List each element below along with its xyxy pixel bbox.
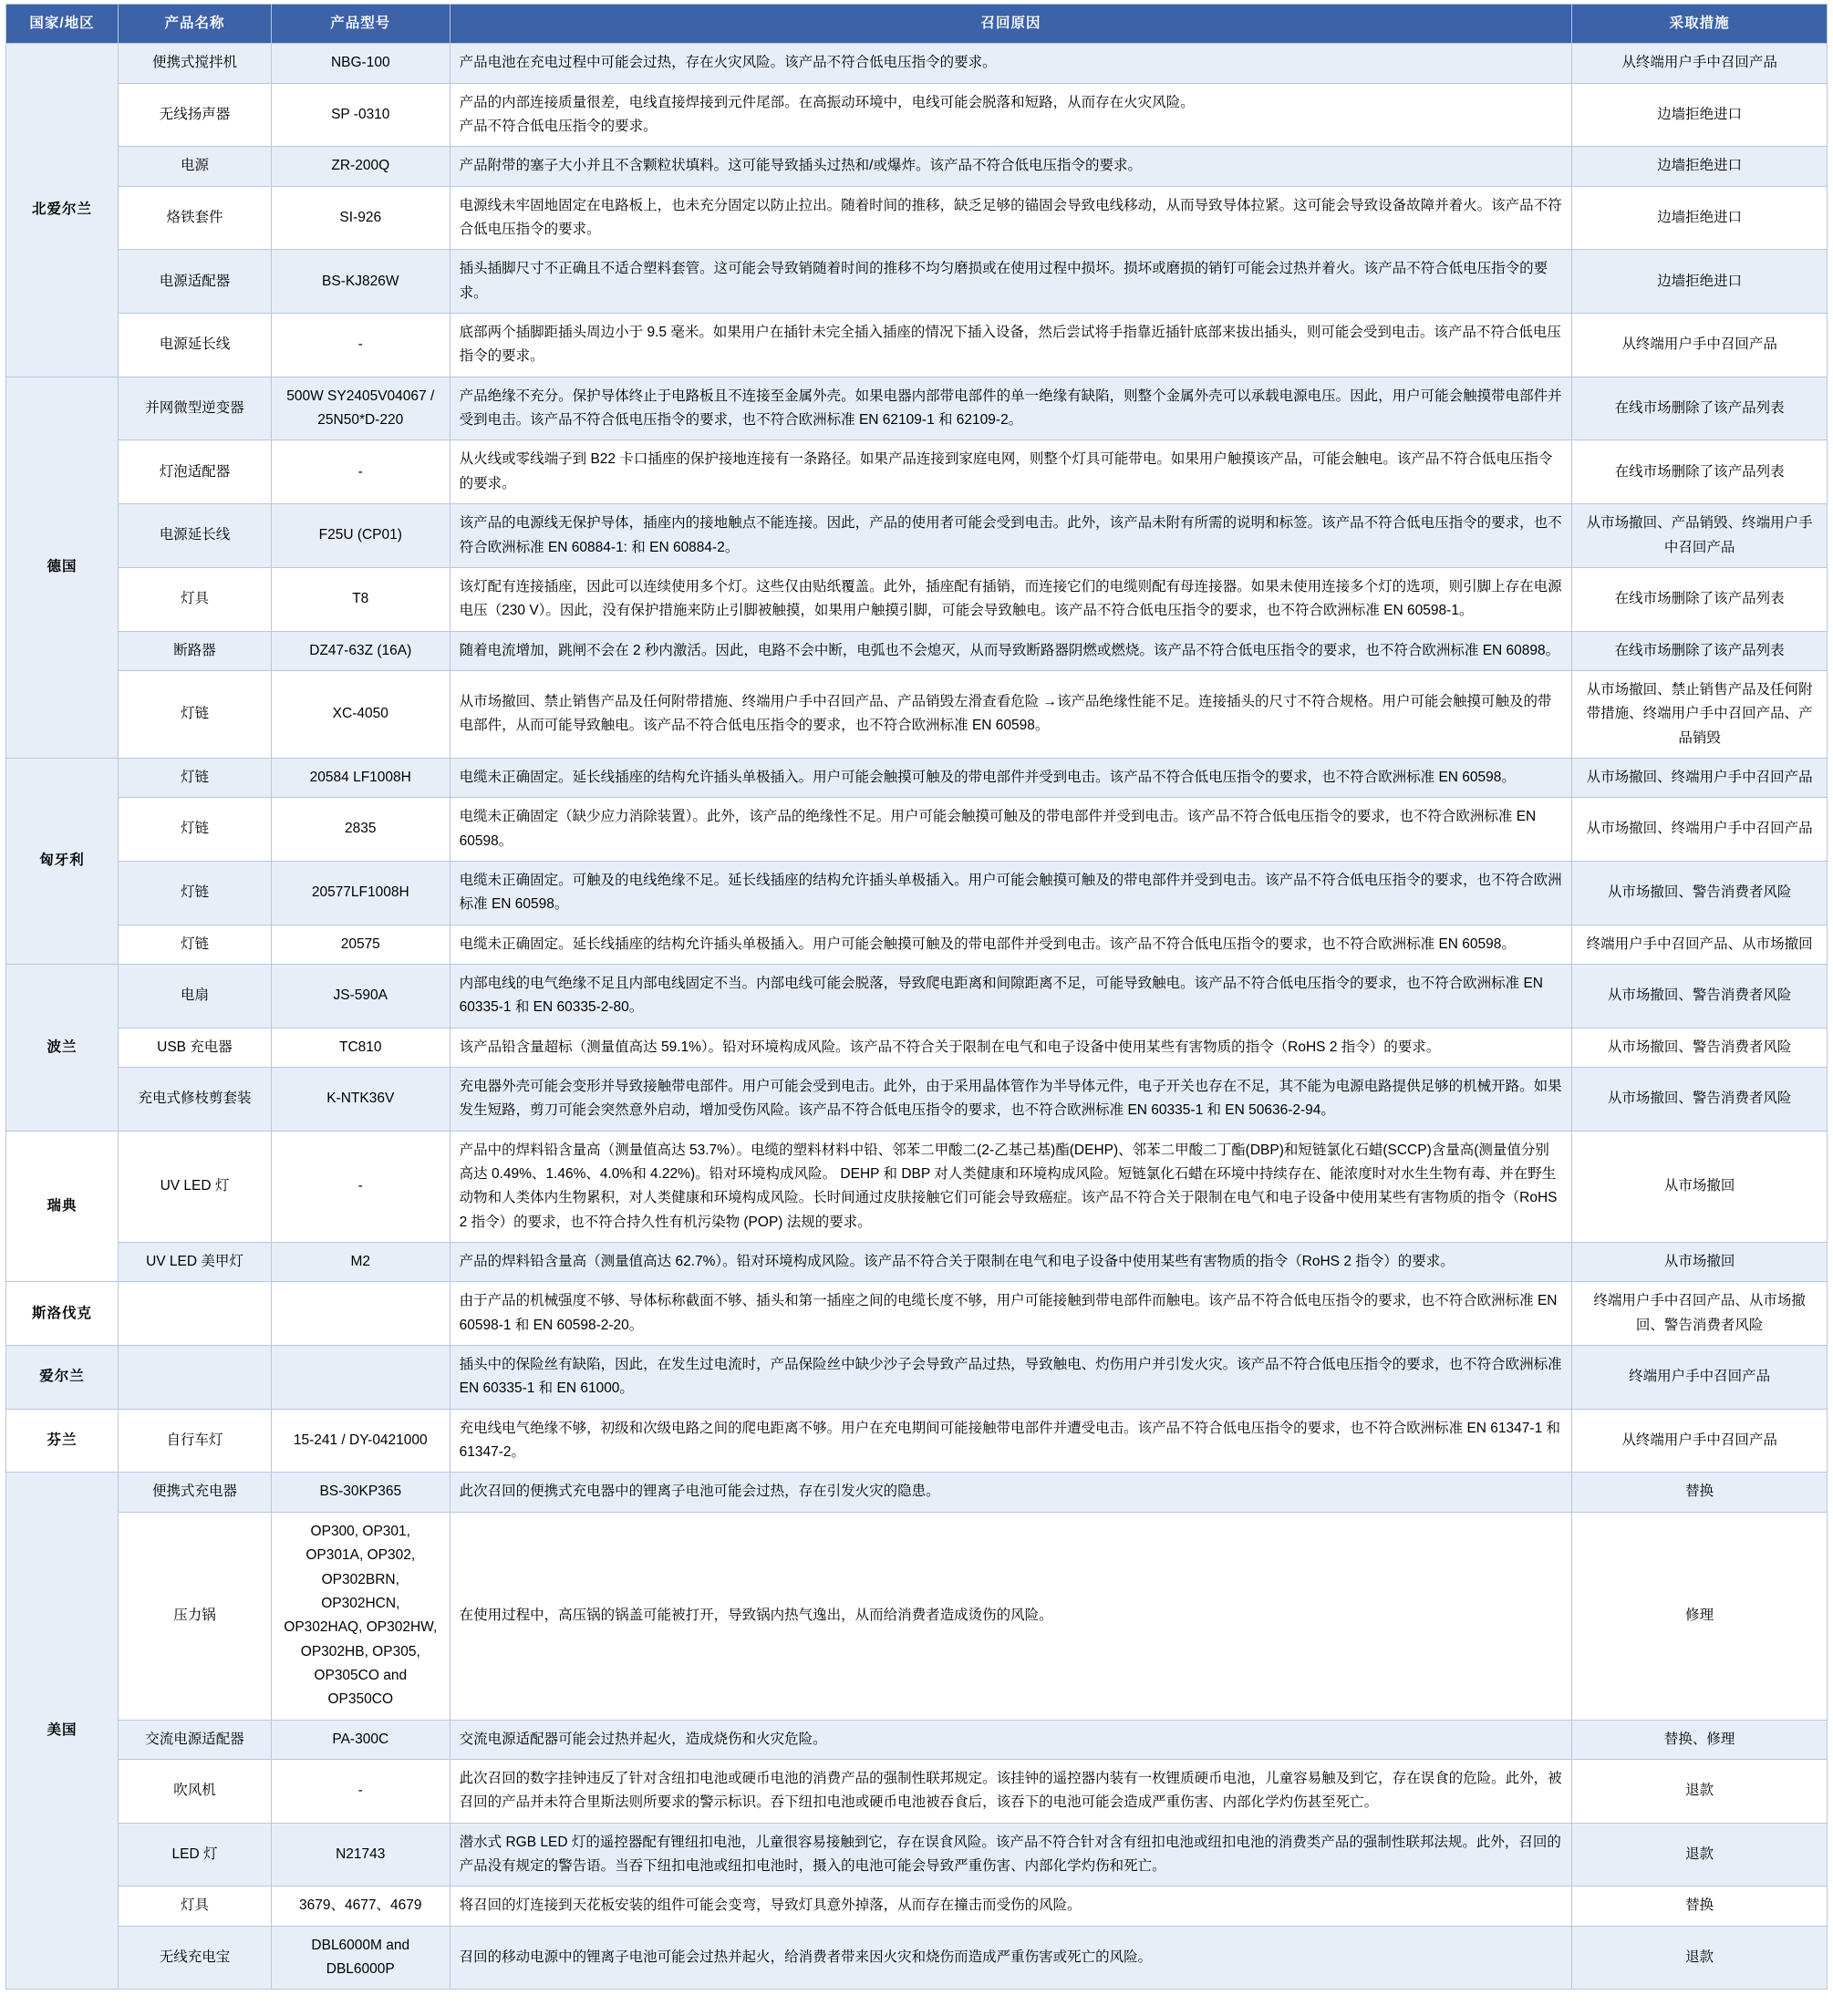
- table-row: [6, 1759, 1828, 1823]
- table-row: [6, 1243, 1828, 1282]
- table-row: [6, 1409, 1828, 1473]
- recall-reason-cell: 插头中的保险丝有缺陷，因此，在发生过电流时，产品保险丝中缺少沙子会导致产品过热，导致触电、灼伤用户并引发火灾。该产品不符合低电压指令的要求，也不符合欧洲标准 EN 60335-1 和 EN 61000。: [450, 1346, 1572, 1410]
- recall-reason-cell: 产品中的焊料铅含量高（测量值高达 53.7%）。电缆的塑料材料中铅、邻苯二甲酸二(2-乙基己基)酯(DEHP)、邻苯二甲酸二丁酯(DBP)和短链氯化石蜡(SCCP)含量高(测量值分别高达 0.49%、1.46%、4.0%和 4.22%)。铅对环境构成风险。 DEHP 和 DBP 对人类健康和环境构成风险。短链氯化石蜡在环境中持续存在、能浓度时对水生生物有毒、并在野生动物和人类体内生物累积，对人类健康和环境构成风险。长时间通过皮肤接触它们可能会导致癌症。该产品不符合关于限制在电气和电子设备中使用某些有害物质的指令（RoHS 2 指令）的要求，也不符合持久性有机污染物 (POP) 法规的要求。: [450, 1131, 1572, 1242]
- country-cell: 芬兰: [6, 1409, 119, 1473]
- product-model-cell: DZ47-63Z (16A): [271, 631, 450, 670]
- action-taken-cell: 边墙拒绝进口: [1572, 83, 1828, 147]
- action-taken-cell: 修理: [1572, 1512, 1828, 1720]
- product-model-cell: XC-4050: [271, 670, 450, 758]
- country-cell: 瑞典: [6, 1131, 119, 1282]
- product-model-cell: 20575: [271, 925, 450, 964]
- recall-reason-cell: 产品绝缘不充分。保护导体终止于电路板且不连接至金属外壳。如果电器内部带电部件的单一绝缘有缺陷，则整个金属外壳可以承载电源电压。因此，用户可能会触摸带电部件并受到电击。该产品不符合低电压指令的要求，也不符合欧洲标准 EN 62109-1 和 62109-2。: [450, 377, 1572, 440]
- action-taken-cell: 替换: [1572, 1473, 1828, 1512]
- country-cell: 斯洛伐克: [6, 1282, 119, 1346]
- product-model-cell: DBL6000M and DBL6000P: [271, 1926, 450, 1990]
- product-name-cell: 充电式修枝剪套装: [119, 1068, 272, 1132]
- action-taken-cell: 终端用户手中召回产品: [1572, 1346, 1828, 1410]
- recall-reason-cell: 充电器外壳可能会变形并导致接触带电部件。用户可能会受到电击。此外，由于采用晶体管作为半导体元件，电子开关也存在不足，其不能为电源电路提供足够的机械开路。如果发生短路，剪刀可能会突然意外启动，增加受伤风险。该产品不符合低电压指令的要求，也不符合欧洲标准 EN 60335-1 和 EN 50636-2-94。: [450, 1068, 1572, 1132]
- product-name-cell: 断路器: [119, 631, 272, 670]
- product-model-cell: OP300, OP301, OP301A, OP302, OP302BRN, OP302HCN, OP302HAQ, OP302HW, OP302HB, OP305, OP305CO and OP350CO: [271, 1512, 450, 1720]
- product-name-cell: USB 充电器: [119, 1028, 272, 1067]
- action-taken-cell: 终端用户手中召回产品、从市场撤回: [1572, 925, 1828, 964]
- table-row: [6, 1473, 1828, 1512]
- product-model-cell: 3679、4677、4679: [271, 1887, 450, 1926]
- country-cell: 波兰: [6, 964, 119, 1131]
- action-taken-cell: 边墙拒绝进口: [1572, 147, 1828, 186]
- table-row: [6, 440, 1828, 504]
- recall-reason-cell: 从市场撤回、禁止销售产品及任何附带措施、终端用户手中召回产品、产品销毁左滑查看危险 →该产品绝缘性能不足。连接插头的尺寸不符合规格。用户可能会触摸可触及的带电部件，从而可能导致触电。该产品不符合低电压指令的要求，也不符合欧洲标准 EN 60598。: [450, 670, 1572, 758]
- table-row: [6, 1346, 1828, 1410]
- product-name-cell: 并网微型逆变器: [119, 377, 272, 440]
- recall-reason-cell: 此次召回的便携式充电器中的锂离子电池可能会过热，存在引发火灾的隐患。: [450, 1473, 1572, 1512]
- action-taken-cell: 在线市场删除了该产品列表: [1572, 377, 1828, 440]
- table-row: [6, 250, 1828, 314]
- recall-reason-cell: 电缆未正确固定。延长线插座的结构允许插头单极插入。用户可能会触摸可触及的带电部件并受到电击。该产品不符合低电压指令的要求，也不符合欧洲标准 EN 60598。: [450, 925, 1572, 964]
- product-model-cell: 20584 LF1008H: [271, 758, 450, 797]
- recall-reason-cell: 在使用过程中，高压锅的锅盖可能被打开，导致锅内热气逸出，从而给消费者造成烫伤的风险。: [450, 1512, 1572, 1720]
- table-row: [6, 1068, 1828, 1132]
- product-model-cell: SP -0310: [271, 83, 450, 147]
- recall-reason-cell: 潜水式 RGB LED 灯的遥控器配有锂纽扣电池，儿童很容易接触到它，存在误食风险。该产品不符合针对含有纽扣电池或纽扣电池的消费类产品的强制性联邦法规。此外，召回的产品没有规定的警告语。当吞下纽扣电池或纽扣电池时，摄入的电池可能会导致严重伤害、内部化学灼伤和死亡。: [450, 1823, 1572, 1887]
- recall-reason-cell: 充电线电气绝缘不够，初级和次级电路之间的爬电距离不够。用户在充电期间可能接触带电部件并遭受电击。该产品不符合低电压指令的要求，也不符合欧洲标准 EN 61347-1 和 61347-2。: [450, 1409, 1572, 1473]
- product-name-cell: 灯链: [119, 861, 272, 925]
- product-name-cell: 无线充电宝: [119, 1926, 272, 1990]
- product-model-cell: T8: [271, 567, 450, 631]
- action-taken-cell: 退款: [1572, 1926, 1828, 1990]
- table-row: [6, 314, 1828, 377]
- table-row: [6, 1823, 1828, 1887]
- product-model-cell: -: [271, 314, 450, 377]
- product-name-cell: 灯链: [119, 798, 272, 862]
- recall-reason-cell: 内部电线的电气绝缘不足且内部电线固定不当。内部电线可能会脱落，导致爬电距离和间隙距离不足，可能导致触电。该产品不符合低电压指令的要求，也不符合欧洲标准 EN 60335-1 和 EN 60335-2-80。: [450, 964, 1572, 1028]
- action-taken-cell: 在线市场删除了该产品列表: [1572, 631, 1828, 670]
- product-model-cell: -: [271, 1759, 450, 1823]
- action-taken-cell: 从终端用户手中召回产品: [1572, 1409, 1828, 1473]
- product-model-cell: BS-30KP365: [271, 1473, 450, 1512]
- recall-reason-cell: 随着电流增加，跳闸不会在 2 秒内激活。因此，电路不会中断，电弧也不会熄灭，从而导致断路器阴燃或燃烧。该产品不符合低电压指令的要求，也不符合欧洲标准 EN 60898。: [450, 631, 1572, 670]
- recall-reason-cell: 此次召回的数字挂钟违反了针对含纽扣电池或硬币电池的消费产品的强制性联邦规定。该挂钟的遥控器内装有一枚锂质硬币电池，儿童容易触及到它，存在误食的危险。此外，被召回的产品并未符合里斯法则所要求的警示标识。吞下纽扣电池或硬币电池被吞食后，该吞下的电池可能会造成严重伤害、内部化学灼伤甚至死亡。: [450, 1759, 1572, 1823]
- product-name-cell: 自行车灯: [119, 1409, 272, 1473]
- action-taken-cell: 退款: [1572, 1759, 1828, 1823]
- product-name-cell: UV LED 美甲灯: [119, 1243, 272, 1282]
- product-model-cell: [271, 1346, 450, 1410]
- product-name-cell: LED 灯: [119, 1823, 272, 1887]
- country-cell: 北爱尔兰: [6, 44, 119, 377]
- product-name-cell: [119, 1346, 272, 1410]
- product-name-cell: 便携式搅拌机: [119, 44, 272, 83]
- header-product-name: 产品名称: [119, 5, 272, 44]
- action-taken-cell: 从市场撤回、警告消费者风险: [1572, 1028, 1828, 1067]
- header-recall-reason: 召回原因: [450, 5, 1572, 44]
- action-taken-cell: 在线市场删除了该产品列表: [1572, 440, 1828, 504]
- product-model-cell: NBG-100: [271, 44, 450, 83]
- table-body: [6, 44, 1828, 1990]
- recall-reason-cell: 该产品的电源线无保护导体，插座内的接地触点不能连接。因此，产品的使用者可能会受到电击。此外，该产品未附有所需的说明和标签。该产品不符合低电压指令的要求，也不符合欧洲标准 EN 60884-1: 和 EN 60884-2。: [450, 504, 1572, 568]
- product-model-cell: 2835: [271, 798, 450, 862]
- product-model-cell: F25U (CP01): [271, 504, 450, 568]
- product-name-cell: 灯具: [119, 567, 272, 631]
- recall-reason-cell: 产品的焊料铅含量高（测量值高达 62.7%）。铅对环境构成风险。该产品不符合关于限制在电气和电子设备中使用某些有害物质的指令（RoHS 2 指令）的要求。: [450, 1243, 1572, 1282]
- table-row: [6, 1720, 1828, 1759]
- table-row: [6, 1282, 1828, 1346]
- product-name-cell: [119, 1282, 272, 1346]
- action-taken-cell: 边墙拒绝进口: [1572, 186, 1828, 250]
- action-taken-cell: 从终端用户手中召回产品: [1572, 314, 1828, 377]
- table-row: [6, 504, 1828, 568]
- product-model-cell: -: [271, 1131, 450, 1242]
- recall-reason-cell: 底部两个插脚距插头周边小于 9.5 毫米。如果用户在插针未完全插入插座的情况下插入设备，然后尝试将手指靠近插针底部来拔出插头，则可能会受到电击。该产品不符合低电压指令的要求。: [450, 314, 1572, 377]
- table-row: [6, 567, 1828, 631]
- product-model-cell: BS-KJ826W: [271, 250, 450, 314]
- recall-reason-cell: 产品附带的塞子大小并且不含颗粒状填料。这可能导致插头过热和/或爆炸。该产品不符合低电压指令的要求。: [450, 147, 1572, 186]
- table-row: [6, 925, 1828, 964]
- action-taken-cell: 在线市场删除了该产品列表: [1572, 567, 1828, 631]
- country-cell: 德国: [6, 377, 119, 758]
- product-name-cell: 烙铁套件: [119, 186, 272, 250]
- table-row: [6, 861, 1828, 925]
- recall-reason-cell: 交流电源适配器可能会过热并起火，造成烧伤和火灾危险。: [450, 1720, 1572, 1759]
- product-name-cell: 交流电源适配器: [119, 1720, 272, 1759]
- product-model-cell: M2: [271, 1243, 450, 1282]
- product-name-cell: 电源适配器: [119, 250, 272, 314]
- header-product-model: 产品型号: [271, 5, 450, 44]
- action-taken-cell: 从终端用户手中召回产品: [1572, 44, 1828, 83]
- table-row: [6, 147, 1828, 186]
- recall-reason-cell: 插头插脚尺寸不正确且不适合塑料套管。这可能会导致销随着时间的推移不均匀磨损或在使用过程中损坏。损坏或磨损的销钉可能会过热并着火。该产品不符合低电压指令的要求。: [450, 250, 1572, 314]
- table-header: [6, 5, 1828, 44]
- table-row: [6, 670, 1828, 758]
- product-model-cell: JS-590A: [271, 964, 450, 1028]
- table-row: [6, 758, 1828, 797]
- table-row: [6, 377, 1828, 440]
- product-name-cell: 压力锅: [119, 1512, 272, 1720]
- product-name-cell: 电源: [119, 147, 272, 186]
- product-model-cell: 15-241 / DY-0421000: [271, 1409, 450, 1473]
- recall-reason-cell: 电缆未正确固定（缺少应力消除装置）。此外，该产品的绝缘性不足。用户可能会触摸可触及的带电部件并受到电击。该产品不符合低电压指令的要求，也不符合欧洲标准 EN 60598。: [450, 798, 1572, 862]
- recall-reason-cell: 电源线未牢固地固定在电路板上，也未充分固定以防止拉出。随着时间的推移，缺乏足够的锚固会导致电线移动，从而导致导体拉紧。这可能会导致设备故障并着火。该产品不符合低电压指令的要求。: [450, 186, 1572, 250]
- country-cell: 爱尔兰: [6, 1346, 119, 1410]
- header-action-taken: 采取措施: [1572, 5, 1828, 44]
- action-taken-cell: 从市场撤回、警告消费者风险: [1572, 964, 1828, 1028]
- action-taken-cell: 替换: [1572, 1887, 1828, 1926]
- table-row: [6, 1512, 1828, 1720]
- recall-reason-cell: 电缆未正确固定。延长线插座的结构允许插头单极插入。用户可能会触摸可触及的带电部件并受到电击。该产品不符合低电压指令的要求，也不符合欧洲标准 EN 60598。: [450, 758, 1572, 797]
- product-name-cell: 电源延长线: [119, 314, 272, 377]
- action-taken-cell: 从市场撤回: [1572, 1131, 1828, 1242]
- recall-reason-cell: 从火线或零线端子到 B22 卡口插座的保护接地连接有一条路径。如果产品连接到家庭电网，则整个灯具可能带电。如果用户触摸该产品，可能会触电。该产品不符合低电压指令的要求。: [450, 440, 1572, 504]
- action-taken-cell: 从市场撤回、警告消费者风险: [1572, 861, 1828, 925]
- product-model-cell: N21743: [271, 1823, 450, 1887]
- country-cell: 美国: [6, 1473, 119, 1990]
- table-row: [6, 83, 1828, 147]
- product-name-cell: 灯链: [119, 758, 272, 797]
- table-header-row: [6, 5, 1828, 44]
- recall-reason-cell: 将召回的灯连接到天花板安装的组件可能会变弯，导致灯具意外掉落，从而存在撞击而受伤的风险。: [450, 1887, 1572, 1926]
- header-country: 国家/地区: [6, 5, 119, 44]
- product-name-cell: 电扇: [119, 964, 272, 1028]
- product-model-cell: TC810: [271, 1028, 450, 1067]
- action-taken-cell: 边墙拒绝进口: [1572, 250, 1828, 314]
- action-taken-cell: 从市场撤回、终端用户手中召回产品: [1572, 758, 1828, 797]
- table-row: [6, 1887, 1828, 1926]
- recall-reason-cell: 产品电池在充电过程中可能会过热，存在火灾风险。该产品不符合低电压指令的要求。: [450, 44, 1572, 83]
- product-name-cell: 无线扬声器: [119, 83, 272, 147]
- action-taken-cell: 从市场撤回: [1572, 1243, 1828, 1282]
- product-name-cell: UV LED 灯: [119, 1131, 272, 1242]
- action-taken-cell: 从市场撤回、终端用户手中召回产品: [1572, 798, 1828, 862]
- product-model-cell: [271, 1282, 450, 1346]
- table-row: [6, 798, 1828, 862]
- recall-reason-cell: 该灯配有连接插座，因此可以连续使用多个灯。这些仅由贴纸覆盖。此外，插座配有插销，而连接它们的电缆则配有母连接器。如果未使用连接多个灯的选项，则引脚上存在电源电压（230 V）。因此，没有保护措施来防止引脚被触摸，如果用户触摸引脚，可能会导致触电。该产品不符合低电压指令的要求，也不符合欧洲标准 EN 60598-1。: [450, 567, 1572, 631]
- action-taken-cell: 从市场撤回、产品销毁、终端用户手中召回产品: [1572, 504, 1828, 568]
- action-taken-cell: 从市场撤回、禁止销售产品及任何附带措施、终端用户手中召回产品、产品销毁: [1572, 670, 1828, 758]
- product-name-cell: 电源延长线: [119, 504, 272, 568]
- action-taken-cell: 退款: [1572, 1823, 1828, 1887]
- table-row: [6, 1028, 1828, 1067]
- product-model-cell: -: [271, 440, 450, 504]
- product-recall-table: [5, 4, 1828, 1990]
- table-row: [6, 44, 1828, 83]
- product-model-cell: PA-300C: [271, 1720, 450, 1759]
- product-model-cell: SI-926: [271, 186, 450, 250]
- product-name-cell: 灯具: [119, 1887, 272, 1926]
- country-cell: 匈牙利: [6, 758, 119, 964]
- recall-reason-cell: 由于产品的机械强度不够、导体标称截面不够、插头和第一插座之间的电缆长度不够，用户可能接触到带电部件而触电。该产品不符合低电压指令的要求，也不符合欧洲标准 EN 60598-1 和 EN 60598-2-20。: [450, 1282, 1572, 1346]
- recall-reason-cell: 该产品铅含量超标（测量值高达 59.1%）。铅对环境构成风险。该产品不符合关于限制在电气和电子设备中使用某些有害物质的指令（RoHS 2 指令）的要求。: [450, 1028, 1572, 1067]
- product-model-cell: 500W SY2405V04067 / 25N50*D-220: [271, 377, 450, 440]
- action-taken-cell: 替换、修理: [1572, 1720, 1828, 1759]
- recall-reason-cell: 电缆未正确固定。可触及的电线绝缘不足。延长线插座的结构允许插头单极插入。用户可能会触摸可触及的带电部件并受到电击。该产品不符合低电压指令的要求，也不符合欧洲标准 EN 60598。: [450, 861, 1572, 925]
- action-taken-cell: 从市场撤回、警告消费者风险: [1572, 1068, 1828, 1132]
- table-row: [6, 964, 1828, 1028]
- recall-reason-cell: 产品的内部连接质量很差，电线直接焊接到元件尾部。在高振动环境中，电线可能会脱落和短路，从而存在火灾风险。 产品不符合低电压指令的要求。: [450, 83, 1572, 147]
- recall-reason-cell: 召回的移动电源中的锂离子电池可能会过热并起火，给消费者带来因火灾和烧伤而造成严重伤害或死亡的风险。: [450, 1926, 1572, 1990]
- product-name-cell: 吹风机: [119, 1759, 272, 1823]
- product-model-cell: K-NTK36V: [271, 1068, 450, 1132]
- table-row: [6, 186, 1828, 250]
- product-name-cell: 灯链: [119, 925, 272, 964]
- product-name-cell: 便携式充电器: [119, 1473, 272, 1512]
- action-taken-cell: 终端用户手中召回产品、从市场撤回、警告消费者风险: [1572, 1282, 1828, 1346]
- table-row: [6, 1926, 1828, 1990]
- product-name-cell: 灯泡适配器: [119, 440, 272, 504]
- product-model-cell: 20577LF1008H: [271, 861, 450, 925]
- table-row: [6, 631, 1828, 670]
- product-model-cell: ZR-200Q: [271, 147, 450, 186]
- product-name-cell: 灯链: [119, 670, 272, 758]
- table-row: [6, 1131, 1828, 1242]
